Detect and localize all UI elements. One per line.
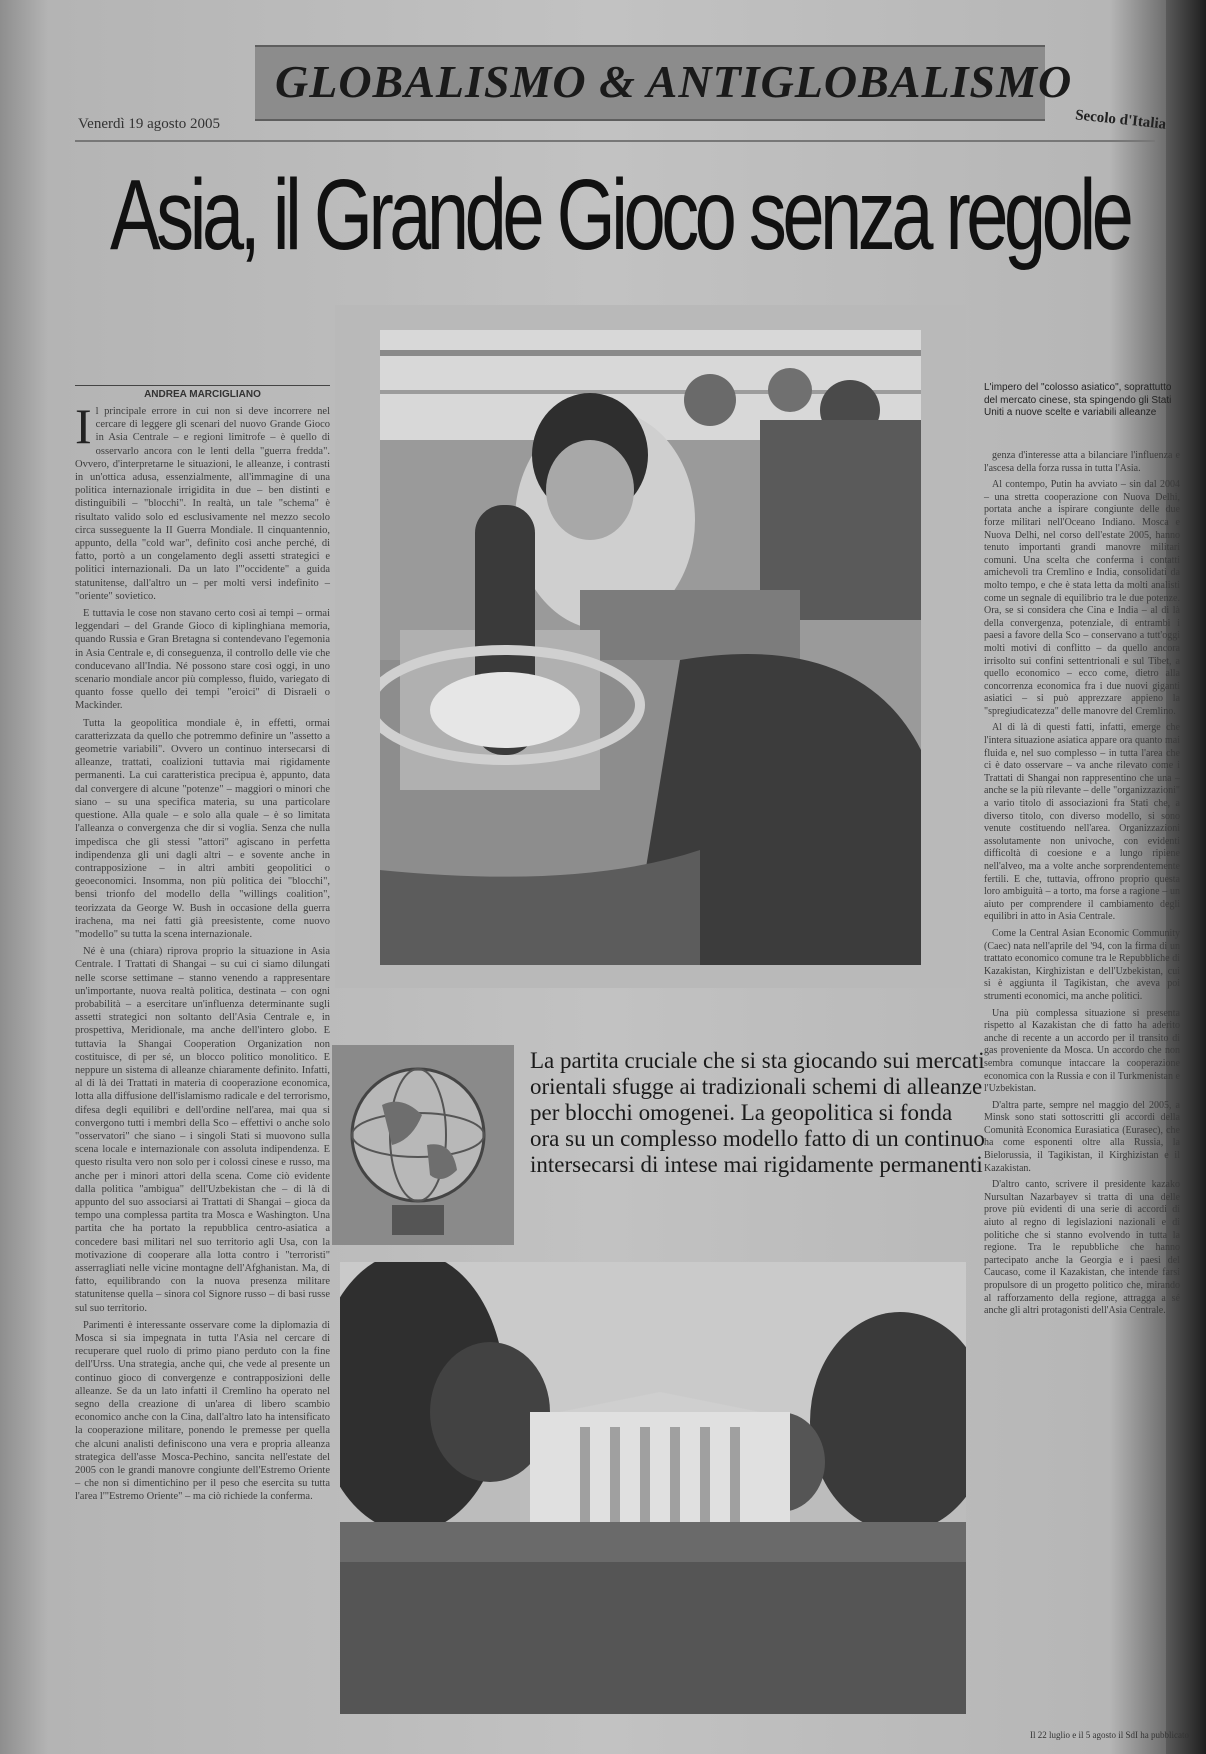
paragraph: Né è una (chiara) riprova proprio la situazione in Asia Centrale. I Trattati di Shangai – su cui ci siamo dilungati nelle scorse settimane – stanno venendo a rappresentare un'importante, nuova realtà politica, destinata – con ogni probabilità – a esercitare un'influenza determinante sugli assetti strategici non soltanto dell'Asia Centrale e, in prospettiva, Meridionale, ma anche dell'intero globo. E tuttavia la Shangai Cooperation Organization non costituisce, di per sé, un blocco politico monolitico. E neppure un sistema di alleanze chiaramente definito. Infatti, al di là dei Trattati in materia di cooperazione economica, lotta alla diffusione dell'islamismo radicale e del terrorismo, difesa degli equilibri e dell'ordine nell'area, mai qua si convergono tutti i membri della Sco – effettivi o anche solo "osservatori" che siano – i singoli Stati si muovono sulla scena locale e internazionale con assoluta indipendenza. E questo risulta vero non solo per i colossi cinese e russo, ma anche per i minori attori della scena. Come ciò evidente dalla politica "ambigua" dell'Uzbekistan che – di là di appunto del suo associarsi ai Trattati di Shangai – gioca da tempo una complessa partita tra Mosca e Washington. Una partita che ha portato la repubblica centro-asiatica a concedere basi militari nel suo territorio agli Usa, con la motivazione di cooperare alla lotta contro i "terroristi" asserragliati nelle vicine montagne dell'Afghanistan. Ma, di fatto, equilibrando con la nuova presenza militare statunitense quella – sinora col Signore russo – di basi russe sul suo territorio.	[75, 946, 330, 1314]
paragraph: D'altra parte, sempre nel maggio del 2005, a Minsk sono stati sottoscritti gli accordi della Comunità Economica Eurasiatica (Eurasec), che ha come esponenti oltre alla Russia, la Bielorussia, il Tagikistan, il Kirghizistan e il Kazakistan.	[984, 1099, 1180, 1174]
author-byline: ANDREA MARCIGLIANO	[75, 385, 330, 400]
paragraph: E tuttavia le cose non stavano certo così ai tempi – ormai leggendari – del Grande Gioco di kiplinghiana memoria, quando Russia e Gran Bretagna si contendevano l'egemonia in Asia Centrale e, di conseguenza, il controllo delle vie che conducevano all'India. Né possono stare così oggi, in uno scenario mondiale ancor più complesso, fluido, variegato di quanto fosse quello dei tempi "eroici" di Disraeli o Mackinder.	[75, 608, 330, 712]
paragraph: Parimenti è interessante osservare come la diplomazia di Mosca si sia impegnata in tutta l'Asia nel cercare di recuperare quel ruolo di primo piano perduto con la fine dell'Urss. Una strategia, anche qui, che vede al presente un continuo gioco di convergenze e contrapposizioni delle alleanze. Se da un lato infatti il Cremlino ha operato nel segno della creazione di un'area di libero scambio economico anche con la Cina, dall'altro lato ha intensificato la cooperazione militare, ponendo le premesse per quella che alcuni analisti definiscono una vera e propria alleanza strategica dell'asse Mosca-Pechino, sancita nell'estate del 2005 con le grandi manovre congiunte dell'Estremo Oriente – che non si dimentichino per il peso che esercita su tutta l'area l'"Estremo Oriente" – ma ciò richiede la conferma.	[75, 1319, 330, 1503]
photo-caption: L'impero del "colosso asiatico", soprattutto del mercato cinese, sta spingendo gli Stati Uniti a nuove scelte e variabili alleanze	[984, 382, 1172, 418]
globe-image	[332, 1045, 514, 1245]
article-column-left	[75, 398, 330, 1508]
paragraph: genza d'interesse atta a bilanciare l'influenza e l'ascesa della forza russa in tutta l'Asia.	[984, 450, 1180, 474]
section-title: GLOBALISMO & ANTIGLOBALISMO	[275, 56, 1073, 107]
pull-quote: La partita cruciale che si sta giocando sui mercati orientali sfugge ai tradizionali schemi di alleanze per blocchi omogenei. La geopolitica si fonda ora su un complesso modello fatto di un continuo intersecarsi di intese mai rigidamente permanenti	[530, 1048, 985, 1177]
paragraph: Tutta la geopolitica mondiale è, in effetti, ormai caratterizzata da quello che potremmo definire un "assetto a geometrie variabili". Ovvero un continuo intersecarsi di alleanze, trattati, coalizioni tuttavia mai rigidamente permanenti. La cui caratteristica precipua è, appunto, data dal convergere di alcune "potenze" – maggiori o minori che siano – su una specifica materia, su una particolare questione. Alla quale – e solo alla quale – è so limitata l'alleanza o convergenza che dir si voglia. Senza che nulla impedisca che gli stessi "attori" agiscano in perfetta indipendenza gli uni dagli altri – e sovente anche in contrapposizione – in altri ambiti geopolitici o geoeconomici. Insomma, non più politica dei "blocchi", bensì trionfo del modello della "willings coalition", teorizzata da George W. Bush in occasione della guerra irachena, ma nei fatti già preesistente, come nuovo "modello" su tutta la scena internazionale.	[75, 717, 330, 940]
header-rule	[75, 140, 1155, 142]
paragraph: Al contempo, Putin ha avviato – sin dal 2004 – una stretta cooperazione con Nuova Delhi, portata anche a ispirare congiunte delle due forze militari nell'Oceano Indiano. Mosca e Nuova Delhi, nel corso dell'estate 2005, hanno tenuto importanti grandi manovre militari comuni. Una scelta che conferma i contatti amichevoli tra Cremlino e India, consolidati da molto tempo, e che è stata letta da molti analisti come un segnale di equilibrio tra le due potenze. Ora, se si considera che Cina e India – al di là della convergenza, potenziale, di entrambi i paesi a favore della Sco – conservano a tutt'oggi molti motivi di conflitto – da quello ancora irrisolto sui confini settentrionali e sul Tibet, a quello economico – ecco come, dietro alla concorrenza economica fra i due nuovi giganti asiatici – si può apprezzare appieno la "spregiudicatezza" delle manovre del Cremlino.	[984, 479, 1180, 717]
paragraph: Una più complessa situazione si presenta rispetto al Kazakistan che di fatto ha aderito anche di recente a un accordo per il transito di gas proveniente da Mosca. Un accordo che non sembra comunque intaccare la cooperazione economica con la Russia e con il Turkmenistan e l'Uzbekistan.	[984, 1007, 1180, 1095]
white-house-image	[340, 1262, 966, 1714]
section-banner	[255, 45, 1073, 121]
paragraph: Il principale errore in cui non si deve incorrere nel cercare di leggere gli scenari del nuovo Grande Gioco in Asia Centrale – e regioni limitrofe – è quello di osservarlo ancora con le lenti della "guerra fredda". Ovvero, d'interpretarne le situazioni, le alleanze, i contrasti in un'ottica adusa, essenzialmente, all'immagine di una politica internazionale irrigidita in due – ben distinti e distinguibili – "blocchi". In realtà, un tale "schema" è risultato valido solo ed esclusivamente nel mezzo secolo circa susseguente la II Guerra Mondiale. Il cinquantennio, appunto, della "cold war", definito così anche perché, di fatto, portò a un congelamento degli assetti strategici e politici internazionali. Da un lato l'"occidente" a guida statunitense, dall'altro un – per molti versi indefinito – "oriente" sovietico.	[75, 398, 330, 602]
paragraph: Al di là di questi fatti, infatti, emerge che l'intera situazione asiatica appare ora quanto mai fluida e, nel suo complesso – in tutta l'area che ci è dato osservare – va anche rilevato come i Trattati di Shangai non rappresentino che una – anche se la più rilevante – delle "organizzazioni" a vario titolo di associazioni fra Stati che, a diverso titolo, con diverso modello, si sono venute costituendo nell'area. Organizzazioni assolutamente non univoche, con evidenti difficoltà di coesione e a lungo ripiene nell'alveo, ma a volte anche sorprendentemente fertili. E che, tuttavia, offrono proprio questa loro ambiguità – a torto, ma forse a ragione – un aiuto per comprendere il cambiamento degli equilibri in atto in Asia Centrale.	[984, 722, 1180, 923]
paragraph: D'altro canto, scrivere il presidente kazako Nursultan Nazarbayev si tratta di una delle prove più evidenti di una serie di accordi di aiuto al regno di legislazioni nazionali e di politiche che si stanno evolvendo in tutta la regione. Tra le repubbliche che hanno partecipato anche la Georgia e i paesi del Caucaso, come il Kazakistan, che intende farsi propulsore di un progetto politico che, mirando al rafforzamento della regione, attragga a sé anche gli altri protagonisti dell'Asia Centrale.	[984, 1179, 1180, 1317]
photo-white-house	[340, 1262, 966, 1714]
paragraph: Come la Central Asian Economic Community (Caec) nata nell'aprile del '94, con la firma di un trattato economico comune tra le Repubbliche di Kazakistan, Kirghizistan e dell'Uzbekistan, cui si è aggiunta il Tagikistan, che aveva poi strumenti economici, ma anche politici.	[984, 927, 1180, 1002]
footnote: Il 22 luglio e il 5 agosto il SdI ha pubblicato	[1030, 1730, 1189, 1740]
issue-date: Venerdì 19 agosto 2005	[78, 116, 221, 132]
article-column-right	[984, 450, 1180, 1322]
sewing-worker-image	[380, 330, 921, 965]
masthead: Secolo d'Italia	[1074, 107, 1167, 133]
photo-globe	[332, 1045, 514, 1245]
photo-textile-worker	[335, 305, 966, 988]
article-headline: Asia, il Grande Gioco senza regole	[110, 159, 1130, 271]
